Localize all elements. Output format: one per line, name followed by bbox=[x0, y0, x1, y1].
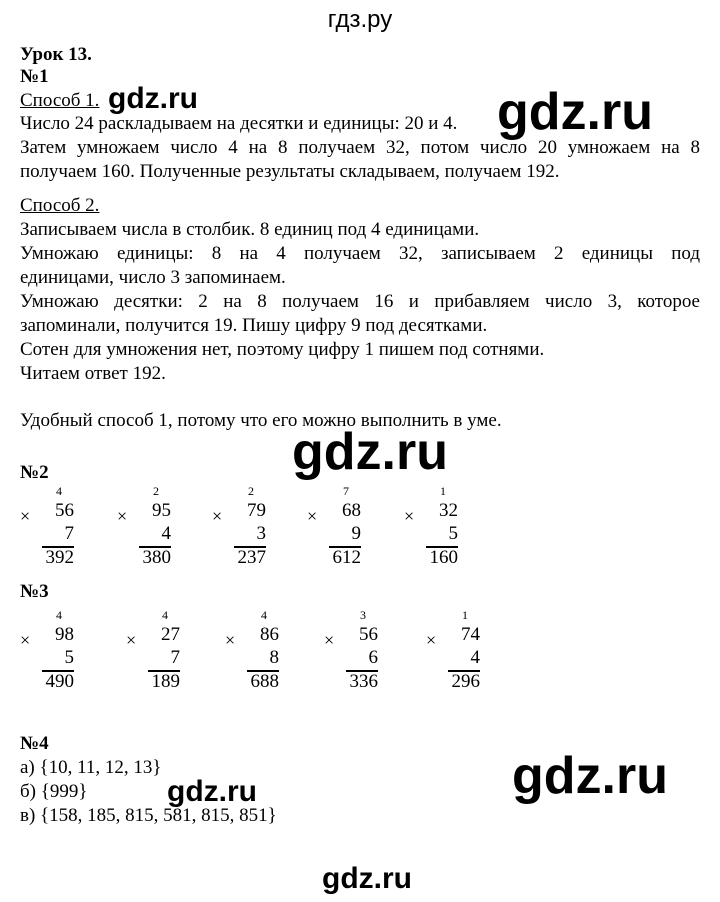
multiply-sign: × bbox=[212, 506, 223, 526]
text-line: единицами, число 3 запоминаем. bbox=[20, 267, 286, 288]
multiplication-problem bbox=[404, 484, 464, 570]
multiplication-problem bbox=[307, 484, 367, 570]
multiplicand: 27 bbox=[161, 624, 180, 645]
multiply-sign: × bbox=[117, 506, 128, 526]
product: 490 bbox=[45, 671, 74, 692]
text-line: запоминали, получится 19. Пишу цифру 9 под десятками. bbox=[20, 315, 488, 336]
method-label: Способ 1. bbox=[20, 90, 100, 111]
multiplicand: 68 bbox=[342, 500, 361, 521]
text-line: Число 24 раскладываем на десятки и единицы: 20 и 4. bbox=[20, 113, 458, 134]
product: 612 bbox=[332, 547, 361, 568]
product: 392 bbox=[45, 547, 74, 568]
multiply-sign: × bbox=[404, 506, 415, 526]
multiplier: 7 bbox=[64, 523, 74, 544]
task-number: №2 bbox=[20, 462, 49, 483]
multiplication-problem bbox=[324, 608, 384, 694]
multiplier: 5 bbox=[64, 647, 74, 668]
watermark: gdz.ru bbox=[512, 747, 668, 805]
multiply-sign: × bbox=[126, 630, 137, 650]
product: 296 bbox=[451, 671, 480, 692]
site-header: гдз.ру bbox=[327, 6, 393, 33]
text-line: Читаем ответ 192. bbox=[20, 363, 166, 384]
product: 189 bbox=[151, 671, 180, 692]
task-number: №4 bbox=[20, 733, 49, 754]
multiply-sign: × bbox=[307, 506, 318, 526]
multiplication-problem bbox=[117, 484, 177, 570]
multiplication-problem bbox=[426, 608, 486, 694]
carry-digit: 2 bbox=[248, 484, 254, 498]
multiplicand: 74 bbox=[461, 624, 480, 645]
carry-digit: 4 bbox=[56, 608, 62, 622]
watermark: gdz.ru bbox=[497, 83, 653, 141]
carry-digit: 4 bbox=[261, 608, 267, 622]
multiplier: 7 bbox=[170, 647, 180, 668]
multiplicand: 98 bbox=[55, 624, 74, 645]
multiplicand: 56 bbox=[359, 624, 378, 645]
multiplication-problem bbox=[20, 608, 80, 694]
text-line: Умножаю единицы: 8 на 4 получаем 32, записываем 2 единицы под bbox=[20, 243, 700, 264]
multiply-sign: × bbox=[20, 630, 31, 650]
product: 688 bbox=[250, 671, 279, 692]
multiplication-problem bbox=[20, 484, 80, 570]
multiplier: 9 bbox=[351, 523, 361, 544]
carry-digit: 4 bbox=[162, 608, 168, 622]
multiplier: 6 bbox=[368, 647, 378, 668]
multiplication-problem bbox=[225, 608, 285, 694]
multiplier: 3 bbox=[256, 523, 266, 544]
multiplication-problem bbox=[212, 484, 272, 570]
carry-digit: 2 bbox=[153, 484, 159, 498]
carry-digit: 7 bbox=[343, 484, 349, 498]
conclusion-text: Удобный способ 1, потому что его можно выполнить в уме. bbox=[20, 410, 502, 431]
carry-digit: 1 bbox=[462, 608, 468, 622]
answer-line: в) {158, 185, 815, 581, 815, 851} bbox=[20, 805, 277, 826]
answer-line: б) {999} bbox=[20, 781, 88, 802]
task-number: №1 bbox=[20, 66, 49, 87]
watermark: gdz.ru bbox=[292, 423, 448, 481]
multiply-sign: × bbox=[426, 630, 437, 650]
multiply-sign: × bbox=[225, 630, 236, 650]
multiplicand: 95 bbox=[152, 500, 171, 521]
watermark: gdz.ru bbox=[108, 82, 198, 115]
watermark: gdz.ru bbox=[322, 862, 412, 895]
text-line: получаем 160. Полученные результаты складываем, получаем 192. bbox=[20, 161, 560, 182]
carry-digit: 1 bbox=[440, 484, 446, 498]
multiplier: 4 bbox=[161, 523, 171, 544]
multiplicand: 79 bbox=[247, 500, 266, 521]
text-line: Записываем числа в столбик. 8 единиц под 4 единицами. bbox=[20, 219, 480, 240]
lesson-title: Урок 13. bbox=[20, 44, 92, 65]
multiplier: 8 bbox=[269, 647, 279, 668]
multiply-sign: × bbox=[324, 630, 335, 650]
product: 380 bbox=[142, 547, 171, 568]
multiplicand: 56 bbox=[55, 500, 74, 521]
method-label: Способ 2. bbox=[20, 195, 100, 216]
product: 336 bbox=[349, 671, 378, 692]
multiplier: 5 bbox=[448, 523, 458, 544]
product: 160 bbox=[429, 547, 458, 568]
task-number: №3 bbox=[20, 581, 49, 602]
carry-digit: 3 bbox=[360, 608, 366, 622]
answer-line: а) {10, 11, 12, 13} bbox=[20, 757, 162, 778]
multiplicand: 86 bbox=[260, 624, 279, 645]
multiplier: 4 bbox=[470, 647, 480, 668]
multiply-sign: × bbox=[20, 506, 31, 526]
watermark: gdz.ru bbox=[167, 775, 257, 808]
text-line: Сотен для умножения нет, поэтому цифру 1 пишем под сотнями. bbox=[20, 339, 545, 360]
text-line: Умножаю десятки: 2 на 8 получаем 16 и прибавляем число 3, которое bbox=[20, 291, 700, 312]
carry-digit: 4 bbox=[56, 484, 62, 498]
product: 237 bbox=[237, 547, 266, 568]
multiplicand: 32 bbox=[439, 500, 458, 521]
text-line: Затем умножаем число 4 на 8 получаем 32, потом число 20 умножаем на 8 bbox=[20, 137, 700, 158]
multiplication-problem bbox=[126, 608, 186, 694]
